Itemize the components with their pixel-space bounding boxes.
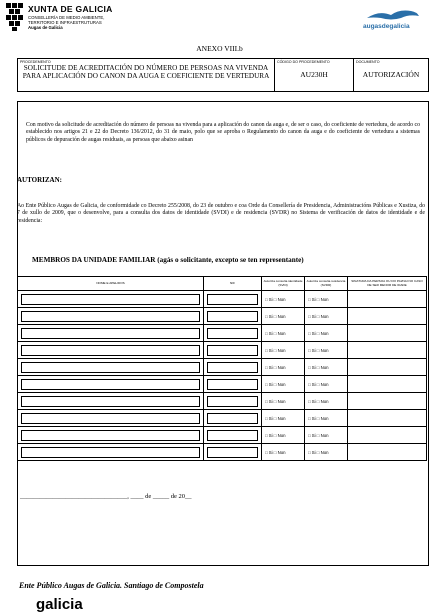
name-input[interactable] xyxy=(21,379,200,390)
augas-de-galicia-logo xyxy=(361,8,425,36)
svdr-cell[interactable] xyxy=(305,308,348,325)
svdi-cell[interactable] xyxy=(262,342,305,359)
table-row xyxy=(18,427,427,444)
nif-cell[interactable] xyxy=(204,410,262,427)
svdr-checkbox[interactable]: □ Si □ Non xyxy=(308,432,329,438)
authorize-label: AUTORIZAN xyxy=(17,176,60,184)
svdi-cell[interactable] xyxy=(262,410,305,427)
svdi-checkbox[interactable]: □ Si □ Non xyxy=(265,313,286,319)
col-name-header: NOME E APELIDOS xyxy=(18,277,204,291)
document-type: AUTORIZACIÓN xyxy=(362,70,420,79)
ministry-line-3: Augas de Galicia xyxy=(28,25,63,30)
nif-cell[interactable] xyxy=(204,342,262,359)
table-row xyxy=(18,376,427,393)
nif-input[interactable] xyxy=(207,379,258,390)
signature-line[interactable]: _________________________________, ____ de _____ de 20__ xyxy=(20,493,192,500)
signature-cell[interactable] xyxy=(348,359,427,376)
table-row xyxy=(18,444,427,461)
xunta-emblem-icon xyxy=(6,3,24,31)
nif-input[interactable] xyxy=(207,447,258,458)
svdi-checkbox[interactable]: □ Si □ Non xyxy=(265,347,286,353)
signature-cell[interactable] xyxy=(348,427,427,444)
nif-input[interactable] xyxy=(207,294,258,305)
name-cell[interactable] xyxy=(18,308,204,325)
table-row xyxy=(18,342,427,359)
svdi-checkbox[interactable]: □ Si □ Non xyxy=(265,330,286,336)
svdi-cell[interactable] xyxy=(262,291,305,308)
procedure-title: SOLICITUDE DE ACREDITACIÓN DO NÚMERO DE PERSOAS NA VIVENDA PARA APLICACIÓN DO CANON DA AUGA E COEFICIENTE DE VERTEDURA xyxy=(22,64,270,80)
name-cell[interactable] xyxy=(18,393,204,410)
nif-input[interactable] xyxy=(207,362,258,373)
nif-cell[interactable] xyxy=(204,291,262,308)
members-title-sub: (agás o solicitante, excepto se ten representante) xyxy=(157,256,304,264)
signature-cell[interactable] xyxy=(348,444,427,461)
table-row xyxy=(18,291,427,308)
svdi-cell[interactable] xyxy=(262,308,305,325)
xunta-title: XUNTA DE GALICIA xyxy=(28,4,113,14)
procedure-code: AU230H xyxy=(300,70,328,79)
nif-cell[interactable] xyxy=(204,308,262,325)
svdr-cell[interactable] xyxy=(305,342,348,359)
table-row xyxy=(18,393,427,410)
svdi-checkbox[interactable]: □ Si □ Non xyxy=(265,364,286,370)
svdi-cell[interactable] xyxy=(262,376,305,393)
name-input[interactable] xyxy=(21,430,200,441)
svdi-cell[interactable] xyxy=(262,325,305,342)
svdr-checkbox[interactable]: □ Si □ Non xyxy=(308,449,329,455)
procedure-label: PROCEDEMENTO xyxy=(20,60,51,64)
nif-cell[interactable] xyxy=(204,359,262,376)
svdr-checkbox[interactable]: □ Si □ Non xyxy=(308,347,329,353)
name-input[interactable] xyxy=(21,447,200,458)
svdi-checkbox[interactable]: □ Si □ Non xyxy=(265,296,286,302)
svdi-cell[interactable] xyxy=(262,427,305,444)
signature-cell[interactable] xyxy=(348,342,427,359)
col-svdr-header: Autoriza consulta residencia (SVDR) xyxy=(305,277,348,291)
svdr-checkbox[interactable]: □ Si □ Non xyxy=(308,398,329,404)
name-input[interactable] xyxy=(21,294,200,305)
signature-cell[interactable] xyxy=(348,308,427,325)
xunta-logo xyxy=(6,3,146,33)
svdr-checkbox[interactable]: □ Si □ Non xyxy=(308,313,329,319)
bird-icon xyxy=(365,8,421,22)
signature-cell[interactable] xyxy=(348,325,427,342)
nif-input[interactable] xyxy=(207,311,258,322)
members-title-main: MEMBROS DA UNIDADE FAMILIAR xyxy=(32,256,156,264)
svdi-cell[interactable] xyxy=(262,444,305,461)
signature-cell[interactable] xyxy=(348,393,427,410)
col-signature-header: SINATURA DA PERSOA OU DO PAI/NAI NO CASO DE SER MENOR DE IDADE xyxy=(348,277,427,291)
ministry-line-1: CONSELLERÍA DE MEDIO AMBIENTE, xyxy=(28,15,105,20)
ministry-line-2: TERRITORIO E INFRAESTRUTURAS xyxy=(28,20,102,25)
svdr-checkbox[interactable]: □ Si □ Non xyxy=(308,330,329,336)
galicia-logo-text: galicia xyxy=(36,596,83,612)
col-svdi-header: Autoriza consulta identidade (SVDI) xyxy=(262,277,305,291)
nif-cell[interactable] xyxy=(204,376,262,393)
name-cell[interactable] xyxy=(18,427,204,444)
name-cell[interactable] xyxy=(18,291,204,308)
annex-title: ANEXO VIII.b xyxy=(196,44,243,53)
svdi-cell[interactable] xyxy=(262,393,305,410)
name-cell[interactable] xyxy=(18,359,204,376)
nif-input[interactable] xyxy=(207,413,258,424)
intro-paragraph: Con motivo da solicitude de acreditación do número de persoas na vivenda para a aplicación do canon da auga e, de ser o caso, do coeficiente de vertedura, de acordo co establecido nos artigos 21 e 22 do Decreto 136/2012, do 31 de maio, polo que se aproba o Regulamento do canon da auga e do coeficiente de vertedura a sistemas públicos de depuración de augas residuais, as persoas que abaixo asinan xyxy=(26,122,420,143)
svdr-checkbox[interactable]: □ Si □ Non xyxy=(308,381,329,387)
nif-input[interactable] xyxy=(207,430,258,441)
svdr-cell[interactable] xyxy=(305,291,348,308)
nif-cell[interactable] xyxy=(204,427,262,444)
nif-cell[interactable] xyxy=(204,325,262,342)
procedure-code-label: CÓDIGO DO PROCEDEMENTO xyxy=(277,60,330,64)
svdi-cell[interactable] xyxy=(262,359,305,376)
svdi-checkbox[interactable]: □ Si □ Non xyxy=(265,432,286,438)
nif-input[interactable] xyxy=(207,345,258,356)
nif-input[interactable] xyxy=(207,328,258,339)
members-title xyxy=(32,256,304,264)
col-nif-header: NIF xyxy=(204,277,262,291)
svdr-cell[interactable] xyxy=(305,444,348,461)
nif-cell[interactable] xyxy=(204,393,262,410)
table-row xyxy=(18,308,427,325)
table-row xyxy=(18,359,427,376)
name-cell[interactable] xyxy=(18,444,204,461)
name-cell[interactable] xyxy=(18,342,204,359)
name-cell[interactable] xyxy=(18,410,204,427)
name-cell[interactable] xyxy=(18,325,204,342)
svdr-checkbox[interactable]: □ Si □ Non xyxy=(308,296,329,302)
svdr-cell[interactable] xyxy=(305,410,348,427)
table-row xyxy=(18,410,427,427)
signature-cell[interactable] xyxy=(348,410,427,427)
svdr-checkbox[interactable]: □ Si □ Non xyxy=(308,415,329,421)
name-cell[interactable] xyxy=(18,376,204,393)
svdi-checkbox[interactable]: □ Si □ Non xyxy=(265,449,286,455)
svdr-cell[interactable] xyxy=(305,376,348,393)
document-label: DOCUMENTO xyxy=(356,60,380,64)
name-input[interactable] xyxy=(21,345,200,356)
footer-text: Ente Público Augas de Galicia. Santiago de Compostela xyxy=(19,581,204,590)
name-input[interactable] xyxy=(21,311,200,322)
authorize-paragraph: Ao Ente Público Augas de Galicia, de conformidade co Decreto 255/2008, do 23 de outubro e coa Orde da Consellería de Presidencia, Administracións Públicas e Xustiza, do 7 de xullo de 2009, que o desenvolve, para a consulta dos datos de identidade (SVDI) e de residencia (SVDR) no Sistema de verificación de datos de identidade e de residencia: xyxy=(17,203,425,224)
svdi-checkbox[interactable]: □ Si □ Non xyxy=(265,398,286,404)
name-input[interactable] xyxy=(21,328,200,339)
name-input[interactable] xyxy=(21,413,200,424)
svdi-checkbox[interactable]: □ Si □ Non xyxy=(265,415,286,421)
svdr-checkbox[interactable]: □ Si □ Non xyxy=(308,364,329,370)
nif-cell[interactable] xyxy=(204,444,262,461)
svdr-cell[interactable] xyxy=(305,359,348,376)
galicia-logo xyxy=(34,594,106,612)
authorize-heading: AUTORIZAN: xyxy=(17,176,62,184)
signature-cell[interactable] xyxy=(348,376,427,393)
name-input[interactable] xyxy=(21,396,200,407)
svdi-checkbox[interactable]: □ Si □ Non xyxy=(265,381,286,387)
members-table xyxy=(17,276,427,461)
name-input[interactable] xyxy=(21,362,200,373)
svdr-cell[interactable] xyxy=(305,393,348,410)
procedure-table xyxy=(17,58,429,92)
svdr-cell[interactable] xyxy=(305,427,348,444)
table-row xyxy=(18,325,427,342)
augas-brand-text: augasdegalicia xyxy=(363,23,410,30)
nif-input[interactable] xyxy=(207,396,258,407)
signature-cell[interactable] xyxy=(348,291,427,308)
svdr-cell[interactable] xyxy=(305,325,348,342)
